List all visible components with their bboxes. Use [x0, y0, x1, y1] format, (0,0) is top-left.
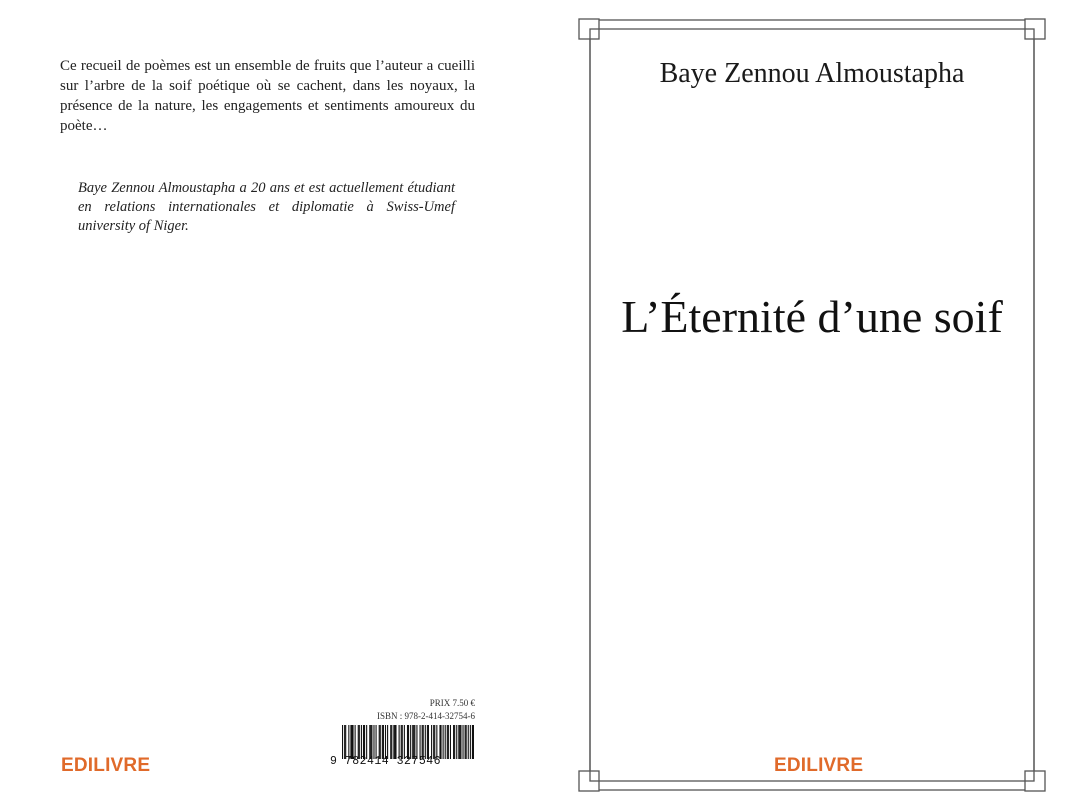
barcode-bar: [402, 725, 403, 759]
barcode-bar: [344, 725, 345, 759]
barcode-bar: [448, 725, 449, 759]
cover-title: L’Éternité d’une soif: [621, 291, 1003, 342]
barcode-bar: [473, 725, 474, 759]
publisher-logo-back: EDILIVRE: [61, 755, 151, 776]
barcode-bar: [379, 725, 380, 759]
back-cover-blurb: Ce recueil de poèmes est un ensemble de fruits que l’auteur a cueilli sur l’arbre de la soif poétique où se cachent, dans les noyaux, la présence de la nature, les engagements et sentiments amoureux du poète…: [60, 58, 475, 134]
barcode-bar: [404, 725, 405, 759]
barcode-bar: [407, 725, 408, 759]
barcode-bar: [342, 725, 343, 759]
barcode-bar: [382, 725, 383, 759]
barcode-bar: [470, 725, 471, 759]
barcode-bar: [428, 725, 429, 759]
barcode-bar: [416, 725, 417, 759]
barcode-bar: [436, 725, 437, 759]
barcode-bar: [348, 725, 349, 759]
barcode-bar: [385, 725, 386, 759]
barcode-bar: [366, 725, 367, 759]
cover-frame: [578, 18, 1046, 792]
barcode-bar: [462, 725, 463, 759]
front-cover: [578, 18, 1046, 792]
barcode-bar: [369, 725, 370, 759]
barcode-bar: [423, 725, 424, 759]
barcode-bar: [450, 725, 451, 759]
barcode-bar: [355, 725, 356, 759]
barcode-bar: [422, 725, 423, 759]
barcode-bar: [427, 725, 428, 759]
barcode-bar: [434, 725, 435, 759]
barcode-bar: [345, 725, 346, 759]
barcode-digits: 9 782414 327546: [330, 755, 442, 768]
barcode-bar: [350, 725, 351, 759]
barcode-bar: [371, 725, 372, 759]
barcode-bar: [456, 725, 457, 759]
barcode-bar: [395, 725, 396, 759]
barcode-bar: [363, 725, 364, 759]
barcode-bar: [380, 725, 381, 759]
barcode-bar: [459, 725, 460, 759]
barcode-bar: [364, 725, 365, 759]
barcode-bar: [414, 725, 415, 759]
barcode-bar: [351, 725, 352, 759]
barcode-bar: [394, 725, 395, 759]
barcode-bar: [454, 725, 455, 759]
barcode-bar: [390, 725, 391, 759]
barcode-bar: [391, 725, 392, 759]
barcode-bar: [420, 725, 421, 759]
barcode-bar: [458, 725, 459, 759]
barcode-bar: [460, 725, 461, 759]
barcode-bar: [376, 725, 377, 759]
barcode-bar: [431, 725, 432, 759]
barcode-bar: [466, 725, 467, 759]
barcode-bar: [393, 725, 394, 759]
barcode-bar: [472, 725, 473, 759]
barcode-bar: [410, 725, 411, 759]
barcode-bars: [342, 725, 474, 759]
barcode-bar: [408, 725, 409, 759]
barcode-block: [330, 695, 478, 785]
barcode-bar: [439, 725, 440, 759]
barcode-bar: [443, 725, 444, 759]
barcode-bar: [447, 725, 448, 759]
barcode-bar: [440, 725, 441, 759]
author-bio: Baye Zennou Almoustapha a 20 ans et est actuellement étudiant en relations internationales et diplomatie à Swiss-Umef university of Niger.: [78, 180, 455, 234]
barcode-bar: [361, 725, 362, 759]
barcode-bar: [387, 725, 388, 759]
price-label: PRIX 7.50 €: [429, 698, 475, 708]
barcode-bar: [401, 725, 402, 759]
cover-author: Baye Zennou Almoustapha: [659, 58, 965, 89]
barcode-bar: [465, 725, 466, 759]
barcode-bar: [453, 725, 454, 759]
barcode-bar: [445, 725, 446, 759]
barcode-bar: [412, 725, 413, 759]
barcode-bar: [468, 725, 469, 759]
barcode-bar: [383, 725, 384, 759]
barcode-bar: [399, 725, 400, 759]
barcode-bar: [370, 725, 371, 759]
isbn-label: ISBN : 978-2-414-32754-6: [377, 711, 475, 721]
barcode-bar: [359, 725, 360, 759]
barcode-bar: [373, 725, 374, 759]
publisher-logo-front: EDILIVRE: [774, 755, 864, 776]
barcode-bar: [358, 725, 359, 759]
barcode-bar: [352, 725, 353, 759]
barcode-bar: [425, 725, 426, 759]
barcode-bar: [413, 725, 414, 759]
barcode-bar: [433, 725, 434, 759]
